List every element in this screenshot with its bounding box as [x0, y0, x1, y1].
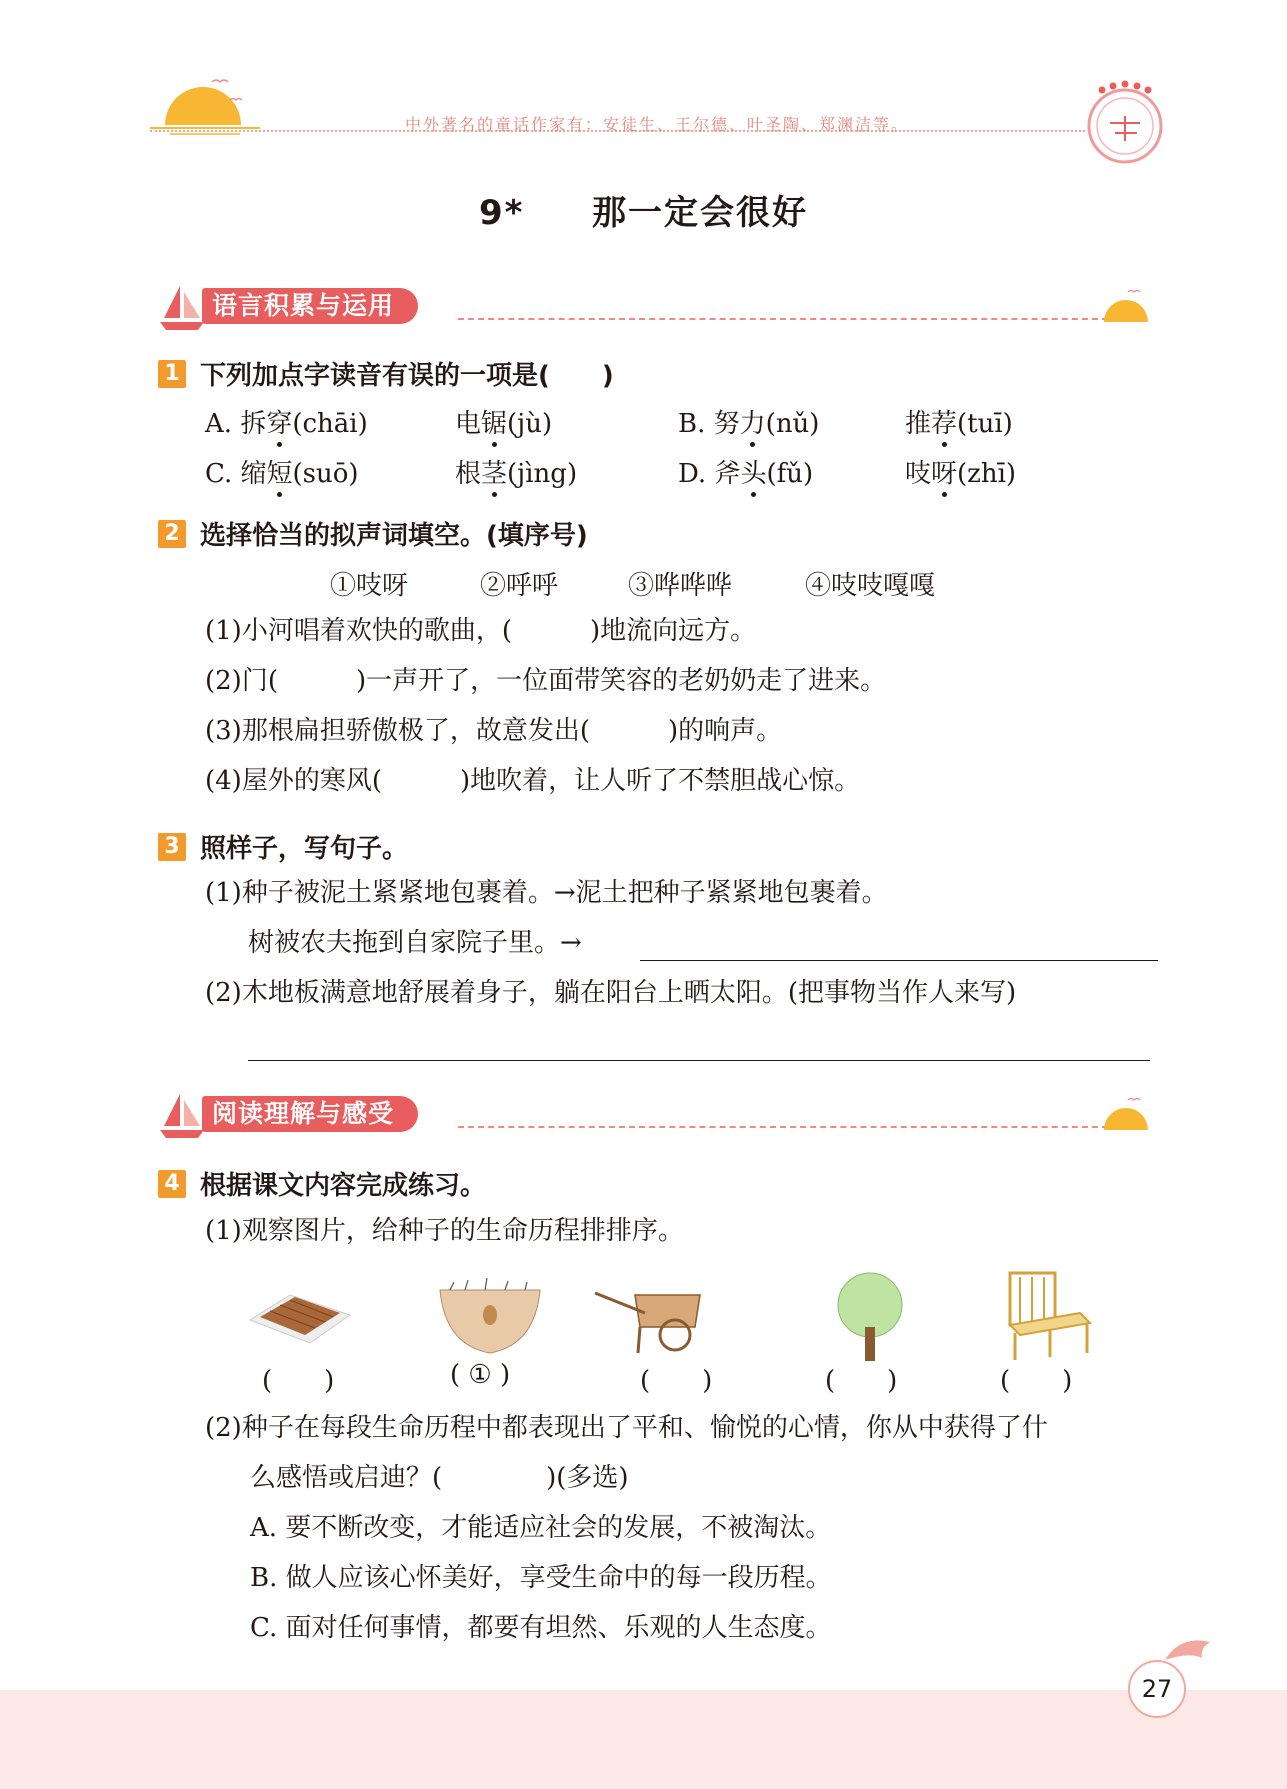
section-label: 阅读理解与感受: [202, 1096, 418, 1132]
brand-seal-icon: [1080, 78, 1170, 168]
answer-paren-4[interactable]: ( ): [825, 1366, 898, 1396]
sun-icon: [1098, 1094, 1154, 1136]
question-number-badge: 1: [158, 360, 186, 388]
answer-paren-5[interactable]: ( ): [1000, 1366, 1073, 1396]
q2-item-4: (4)屋外的寒风( )地吹着，让人听了不禁胆战心惊。: [205, 766, 861, 796]
answer-paren-1[interactable]: ( ): [262, 1366, 335, 1396]
option-a-word2: 电锯(jù): [455, 409, 553, 439]
q4-option-c: C. 面对任何事情，都要有坦然、乐观的人生态度。: [250, 1613, 832, 1643]
option-c: C. 缩短(suō): [205, 459, 359, 489]
lesson-number: 9*: [478, 193, 525, 233]
question-3: [158, 828, 408, 865]
question-number-badge: 4: [158, 1170, 186, 1198]
question-2: [158, 515, 588, 552]
section-label: 语言积累与运用: [202, 288, 418, 324]
choice-3: ③哗哗哗: [628, 571, 733, 601]
option-b-word2: 推荐(tuī): [905, 409, 1013, 439]
q3-prompt: 树被农夫拖到自家院子里。→: [248, 928, 582, 958]
q4-sub-2a: (2)种子在每段生命历程中都表现出了平和、愉悦的心情，你从中获得了什: [205, 1413, 1048, 1443]
section-dashed-line: [458, 318, 1108, 320]
seed-in-soil-picture: [435, 1265, 545, 1365]
sun-icon: [1098, 286, 1154, 328]
section-header-1: [158, 282, 1158, 332]
section-header-2: [158, 1090, 1158, 1140]
q3-example: (1)种子被泥土紧紧地包裹着。→泥土把种子紧紧地包裹着。: [205, 878, 888, 908]
answer-paren-3[interactable]: ( ): [640, 1366, 713, 1396]
footer-band: [0, 1690, 1287, 1789]
option-d-word2: 吱呀(zhī): [905, 459, 1017, 489]
chair-picture: [995, 1265, 1105, 1365]
question-number-badge: 3: [158, 833, 186, 861]
answer-paren-2: ( ① ): [450, 1360, 511, 1390]
choice-2: ②呼呼: [480, 571, 559, 601]
q2-item-3: (3)那根扁担骄傲极了，故意发出( )的响声。: [205, 716, 783, 746]
sailboat-icon: [158, 282, 206, 332]
page-title: [0, 185, 1287, 234]
q4-option-a: A. 要不断改变，才能适应社会的发展，不被淘汰。: [250, 1513, 832, 1543]
question-text: 根据课文内容完成练习。: [200, 1171, 487, 1201]
wood-floor-picture: [245, 1265, 355, 1365]
option-c-word2: 根茎(jìng): [455, 459, 578, 489]
option-d: D. 斧头(fǔ): [678, 459, 814, 489]
q4-sub-1: (1)观察图片，给种子的生命历程排排序。: [205, 1216, 684, 1246]
q2-item-2: (2)门( )一声开了，一位面带笑容的老奶奶走了进来。: [205, 666, 887, 696]
q4-sub-2b: 么感悟或启迪？( )(多选): [250, 1463, 629, 1493]
question-number-badge: 2: [158, 520, 186, 548]
page-number: 27: [1128, 1660, 1186, 1718]
sailboat-icon: [158, 1090, 206, 1140]
q3-item-2: (2)木地板满意地舒展着身子，躺在阳台上晒太阳。(把事物当作人来写): [205, 978, 1017, 1008]
option-b: B. 努力(nǔ): [678, 409, 820, 439]
option-a: A. 拆穿(chāi): [205, 409, 368, 439]
answer-line-2[interactable]: [248, 1060, 1150, 1061]
tree-picture: [815, 1265, 925, 1365]
q4-option-b: B. 做人应该心怀美好，享受生命中的每一段历程。: [250, 1563, 832, 1593]
q2-item-1: (1)小河唱着欢快的歌曲，( )地流向远方。: [205, 616, 757, 646]
question-text: 选择恰当的拟声词填空。(填序号): [200, 521, 588, 551]
answer-line-1[interactable]: [640, 960, 1158, 961]
lesson-title: 那一定会很好: [592, 193, 809, 233]
section-dashed-line: [458, 1126, 1108, 1128]
header-tagline: 中外著名的童话作家有：安徒生、王尔德、叶圣陶、郑渊洁等。: [405, 115, 910, 134]
choice-4: ④吱吱嘎嘎: [805, 571, 936, 601]
question-1: [158, 355, 614, 392]
question-4: [158, 1165, 486, 1202]
cart-picture: [590, 1265, 720, 1365]
question-text: 照样子，写句子。: [200, 834, 409, 864]
choice-1: ①吱呀: [330, 571, 409, 601]
question-text: 下列加点字读音有误的一项是( ): [200, 361, 614, 391]
